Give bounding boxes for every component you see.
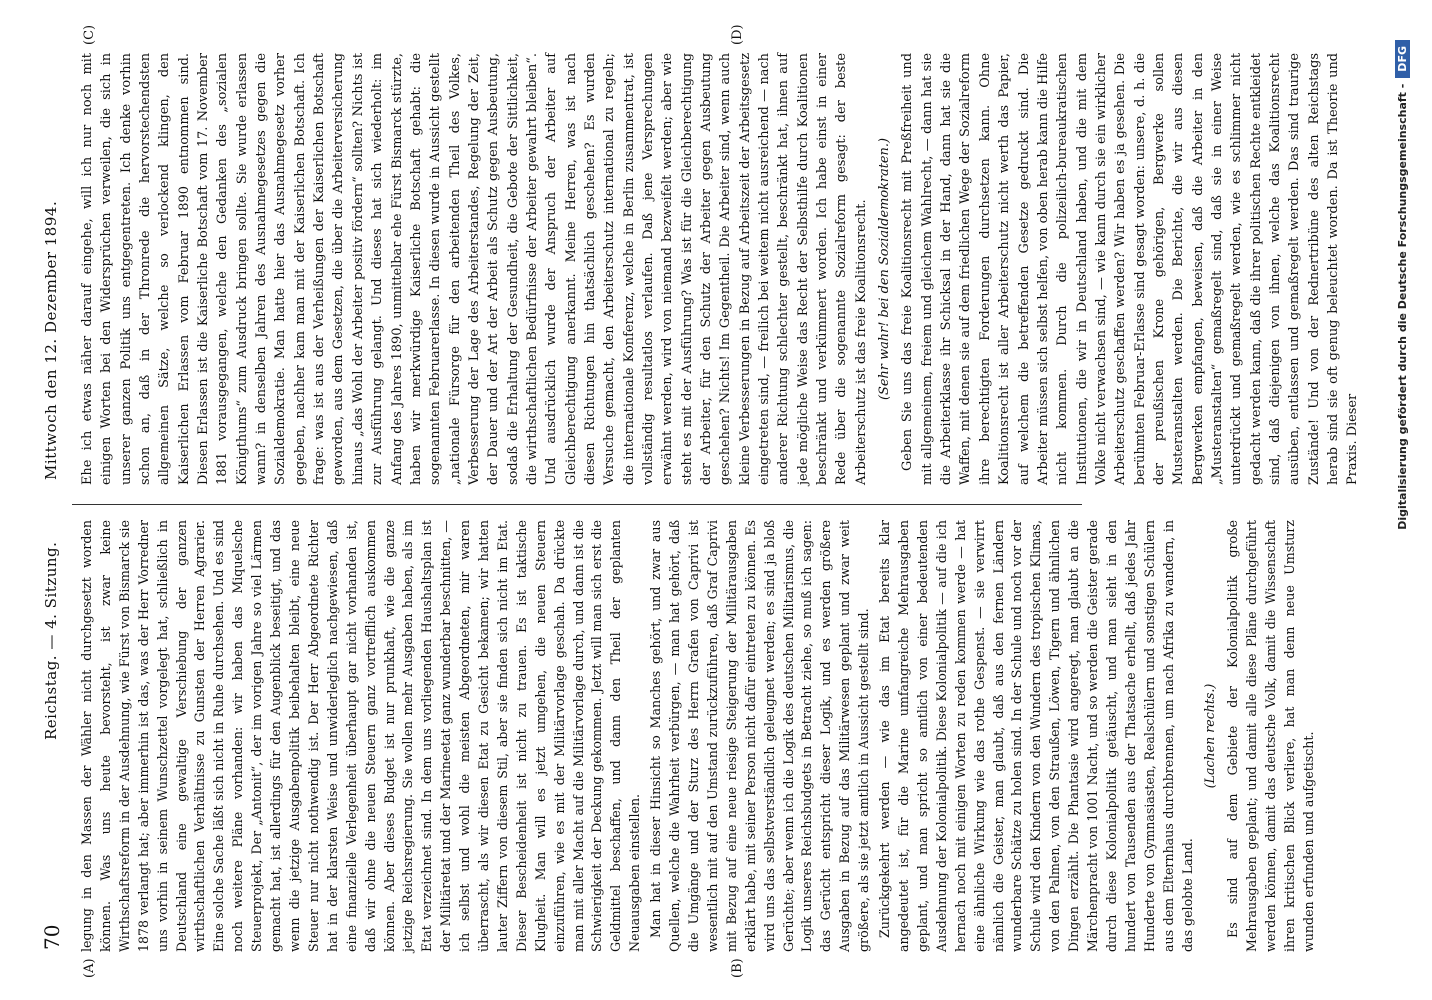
- paragraph: Geben Sie uns das freie Koalitionsrecht mit Preßfreiheit und mit allgemeinem, freiem und gleichem Wahlrecht, — dann hat sie die Arbeiterklasse ihr Schicksal in der Hand, dann hat sie die Waffen, mit denen sie auf dem friedlichen Wege der Sozialreform ihre berechtigten Forderungen durchsetzen kann. Ohne Koalitionsrecht ist aller Arbeiterschutz nicht werth das Papier, auf welchem die betreffenden Gesetze gedruckt sind. Die Arbeiter müssen sich selbst helfen, von oben herab kann die Hilfe nicht kommen. Durch die polizeilich-bureaukratischen Institutionen, die wir in Deutschland haben, und die mit dem Volke nicht verwachsen sind, — wie kann durch sie ein wirklicher Arbeiterschutz geschaffen werden? Wir haben es ja gesehen. Die berühmten Februar-Erlasse sind gesagt worden: unsere, d. h. die der preußischen Krone gehörigen, Bergwerke sollen Musteranstalten werden. Die Berichte, die wir aus diesen Bergwerken empfangen, beweisen, daß die Arbeiter in den „Musteranstalten“ gemaßregelt sind, daß sie in einer Weise unterdrückt und gemaßregelt werden, wie es schlimmer nicht gedacht werden kann, daß die ihrer politischen Rechte entkleidet sind, daß diejenigen von ihnen, welche das Koalitionsrecht ausüben, entlassen und gemaßregelt werden. Das sind traurige Zustände! Und von der Rednertribüne des alten Reichstags herab sind sie oft genug beleuchtet worden. Da ist Theorie und Praxis. Dieser: [900, 53, 1361, 485]
- paragraph: Man hat in dieser Hinsicht so Manches gehört, und zwar aus Quellen, welche die Wahrheit verbürgen, — man hat gehört, daß die Umgänge und der Sturz des Herrn Grafen von Caprivi ist wesentlich mit auf den Umstand zurückzuführen, daß Graf Caprivi mit Bezug auf eine neue riesige Steigerung der Militärausgaben erklärt habe, mit seiner Person nicht dafür eintreten zu können. Es wird uns das selbstverständlich geleugnet werden; es sind ja bloß Gerüchte; aber wenn ich die Logik des deutschen Militarismus, die Logik unseres Reichsbudgets in Betracht ziehe, so muß ich sagen: das Gerücht entspricht dieser Logik, und es werden größere Ausgaben in Bezug auf das Militärwesen geplant und zwar weit größere, als sie jetzt amtlich in Aussicht gestellt sind.: [648, 520, 872, 952]
- margin-marker-b: (B): [730, 958, 745, 978]
- running-head-right: Mittwoch den 12. Dezember 1894.: [42, 200, 60, 480]
- dfg-credit-line: [1395, 40, 1419, 960]
- running-head-left: Reichstag. — 4. Sitzung.: [42, 541, 60, 740]
- margin-marker-d: (D): [730, 24, 745, 45]
- margin-marker-c: (C): [82, 24, 97, 45]
- left-column: [78, 520, 1321, 952]
- dfg-credit-text: Digitalisierung gefördert durch die Deutsche Forschungsgemeinschaft -: [1396, 83, 1409, 530]
- page-number: 70: [40, 924, 64, 950]
- paragraph: Ehe ich etwas näher darauf eingehe, will ich nur noch mit einigen Worten bei den Widersprüchen verweilen, die sich in unserer ganzen Politik uns entgegentreten. Ich denke vorhin schon an, daß in der Thronrede die hervorstechendsten allgemeinen Sätze, welche so verlockend klingen, den Kaiserlichen Erlassen vom Februar 1890 entnommen sind. Diesen Erlassen ist die Kaiserliche Botschaft vom 17. November 1881 vorausgegangen, welche den Gedanken des „sozialen Königthums“ zum Ausdruck bringen sollte. Sie wurde erlassen wann? in denselben Jahren des Ausnahmegesetzes gegen die Sozialdemokratie. Man hatte hier das Ausnahmegesetz vorher gegeben, nachher kam man mit der Kaiserlichen Botschaft. Ich frage: was ist aus der Verheißungen der Kaiserlichen Botschaft geworden, aus dem Gesetzen, die über die Arbeiterversicherung hinaus „das Wohl der Arbeiter positiv fördern“ sollten? Nichts ist zur Ausführung gelangt. Und dieses hat sich wiederholt: im Anfang des Jahres 1890, unmittelbar ehe Fürst Bismarck stürzte, haben wir merkwürdige Kaiserliche Botschaft gehabt: die sogenannten Februarerlasse. In diesen wurde in Aussicht gestellt „nationale Fürsorge für den arbeitenden Theil des Volkes, Verbesserung der Lage des Arbeiterstandes, Regelung der Zeit, der Dauer und der Art der Arbeit als Schutz gegen Ausbeutung, sodaß die Erhaltung der Gesundheit, die Gebote der Sittlichkeit, die wirthschaftlichen Bedürfnisse der Arbeiter gewahrt bleiben“. Und ausdrücklich wurde der Anspruch der Arbeiter auf Gleichberechtigung anerkannt. Meine Herren, was ist nach diesen Richtungen hin thatsächlich geschehen? Es wurden Versuche gemacht, den Arbeiterschutz international zu regeln; die internationale Konferenz, welche in Berlin zusammentrat, ist vollständig resultatlos verlaufen. Daß jene Versprechungen erwähnt werden, wird von niemand bezweifelt werden; aber wie steht es mit der Ausführung? Was ist für die Gleichberechtigung der Arbeiter, für den Schutz der Arbeiter gegen Ausbeutung geschehen? Nichts! Im Gegentheil. Die Arbeiter sind, wenn auch kleine Verbesserungen in Bezug auf Arbeitszeit der Arbeitsgesetz eingetreten sind, — freilich bei weitem nicht ausreichend — nach anderer Richtung schlechter gestellt, beschränkt hat, ihnen auf jede mögliche Weise das Recht der Selbsthilfe durch Koalitionen beschränkt und verkümmert worden. Ich habe einst in einer Rede über die sogenannte Sozialreform gesagt: der beste Arbeiterschutz ist das freie Koalitionsrecht.: [80, 53, 869, 485]
- interjection-remark: (Lachen rechts.): [1202, 683, 1218, 789]
- paragraph: legung in den Massen der Wähler nicht durchgesetzt worden können. Was uns heute bevorsteht, ist zwar keine Wirthschaftsreform in der Ausdehnung, wie Fürst von Bismarck sie 1878 verlangt hat; aber immerhin ist das, was der Herr Vorredner uns vorhin in seinem Wunschzettel vorgelegt hat, schließlich in Deutschland eine gewaltige Verschiebung der ganzen wirthschaftlichen Verhältnisse zu Gunsten der Herren Agrarier. Eine solche Sache läßt sich nicht in Ruhe durchsehen. Und es sind noch weitere Pläne vorhanden: wir haben das Miquelsche Steuerprojekt, Der „Antonit“, der im vorigen Jahre so viel Lärmen gemacht hat, ist allerdings für den Augenblick beseitigt, und das wenn die jetzige Ausgabenpolitik beibehalten bleibt, eine neue Steuer nur nicht nothwendig ist. Der Herr Abgeordnete Richter hat in der klarsten Weise und unwiderleglich nachgewiesen, daß eine finanzielle Verlegenheit überhaupt gar nicht vorhanden ist, daß wir ohne die neuen Steuern ganz vortrefflich auskommen können. Aber dieses Budget ist nur prunkhaft, wie die ganze jetzige Reichsregierung. Sie wollen mehr Ausgaben haben, als im Etat verzeichnet sind. In dem uns vorliegenden Haushaltsplan ist der Militäretat und der Marineetat ganz wunderbar beschnitten, — ich selbst und wohl die meisten Abgeordneten, mir waren überrascht, als wir diesen Etat zu Gesicht bekamen; wir hatten lauter Ziffern von diesem Stil, aber sie finden sich nicht im Etat. Dieser Bescheidenheit ist nicht zu trauen. Es ist taktische Klugheit. Man will es jetzt umgehen, die neuen Steuern einzuführen, wie es mit der Militärvorlage geschah. Da drückte man mit aller Macht auf die Militärvorlage durch, und dann ist die Schwierigkeit der Deckung gekommen. Jetzt will man sich erst die Geldmittel beschaffen, und dann den Theil der geplanten Neuausgaben einstellen.: [79, 520, 643, 952]
- paragraph: Zurückgekehrt werden — wie das im Etat bereits klar angedeutet ist, für die Marine umfangreiche Mehrausgaben geplant, und man spricht so amtlich von einer bedeutenden Ausdehnung der Kolonialpolitik. Diese Kolonialpolitik — auf die ich hernach noch mit einigen Worten zu reden kommen werde — hat eine ähnliche Wirkung wie das rothe Gespenst. — sie verwirrt nämlich die Geister, man glaubt, daß aus den fernen Ländern wunderbare Schätze zu holen sind. In der Schule und noch vor der Schule wird den Kindern von den Wundern des tropischen Klimas, von den Palmen, von den Straußen, Löwen, Tigern und ähnlichen Dingen erzählt. Die Phantasie wird angeregt, man glaubt an die Märchenpracht von 1001 Nacht, und so werden die Geister gerade durch diese Kolonialpolitik getäuscht, und man sieht in den hundert von Tausenden aus der Thatsache erhellt, daß jedes Jahr Hunderte von Gymnasiasten, Realschülern und sonstigen Schülern aus dem Elternhaus durchbrennen, um nach Afrika zu wandern, in das gelobte Land.: [877, 520, 1195, 952]
- paragraph: Es sind auf dem Gebiete der Kolonialpolitik große Mehrausgaben geplant; und damit alle diese Pläne durchgeführt werden können, damit das deutsche Volk, damit die Wissenschaft ihren kritischen Blick verliere, hat man denn neue Umsturz wunden erfunden und aufgetischt.: [1225, 520, 1316, 952]
- right-column: [78, 53, 1365, 485]
- column-divider: [72, 504, 1082, 505]
- margin-marker-a: (A): [82, 958, 97, 978]
- dfg-logo: DFG: [1395, 40, 1410, 78]
- page-header: [38, 50, 68, 950]
- interjection-remark: (Sehr wahr! bei den Sozialdemokraten.): [877, 138, 893, 400]
